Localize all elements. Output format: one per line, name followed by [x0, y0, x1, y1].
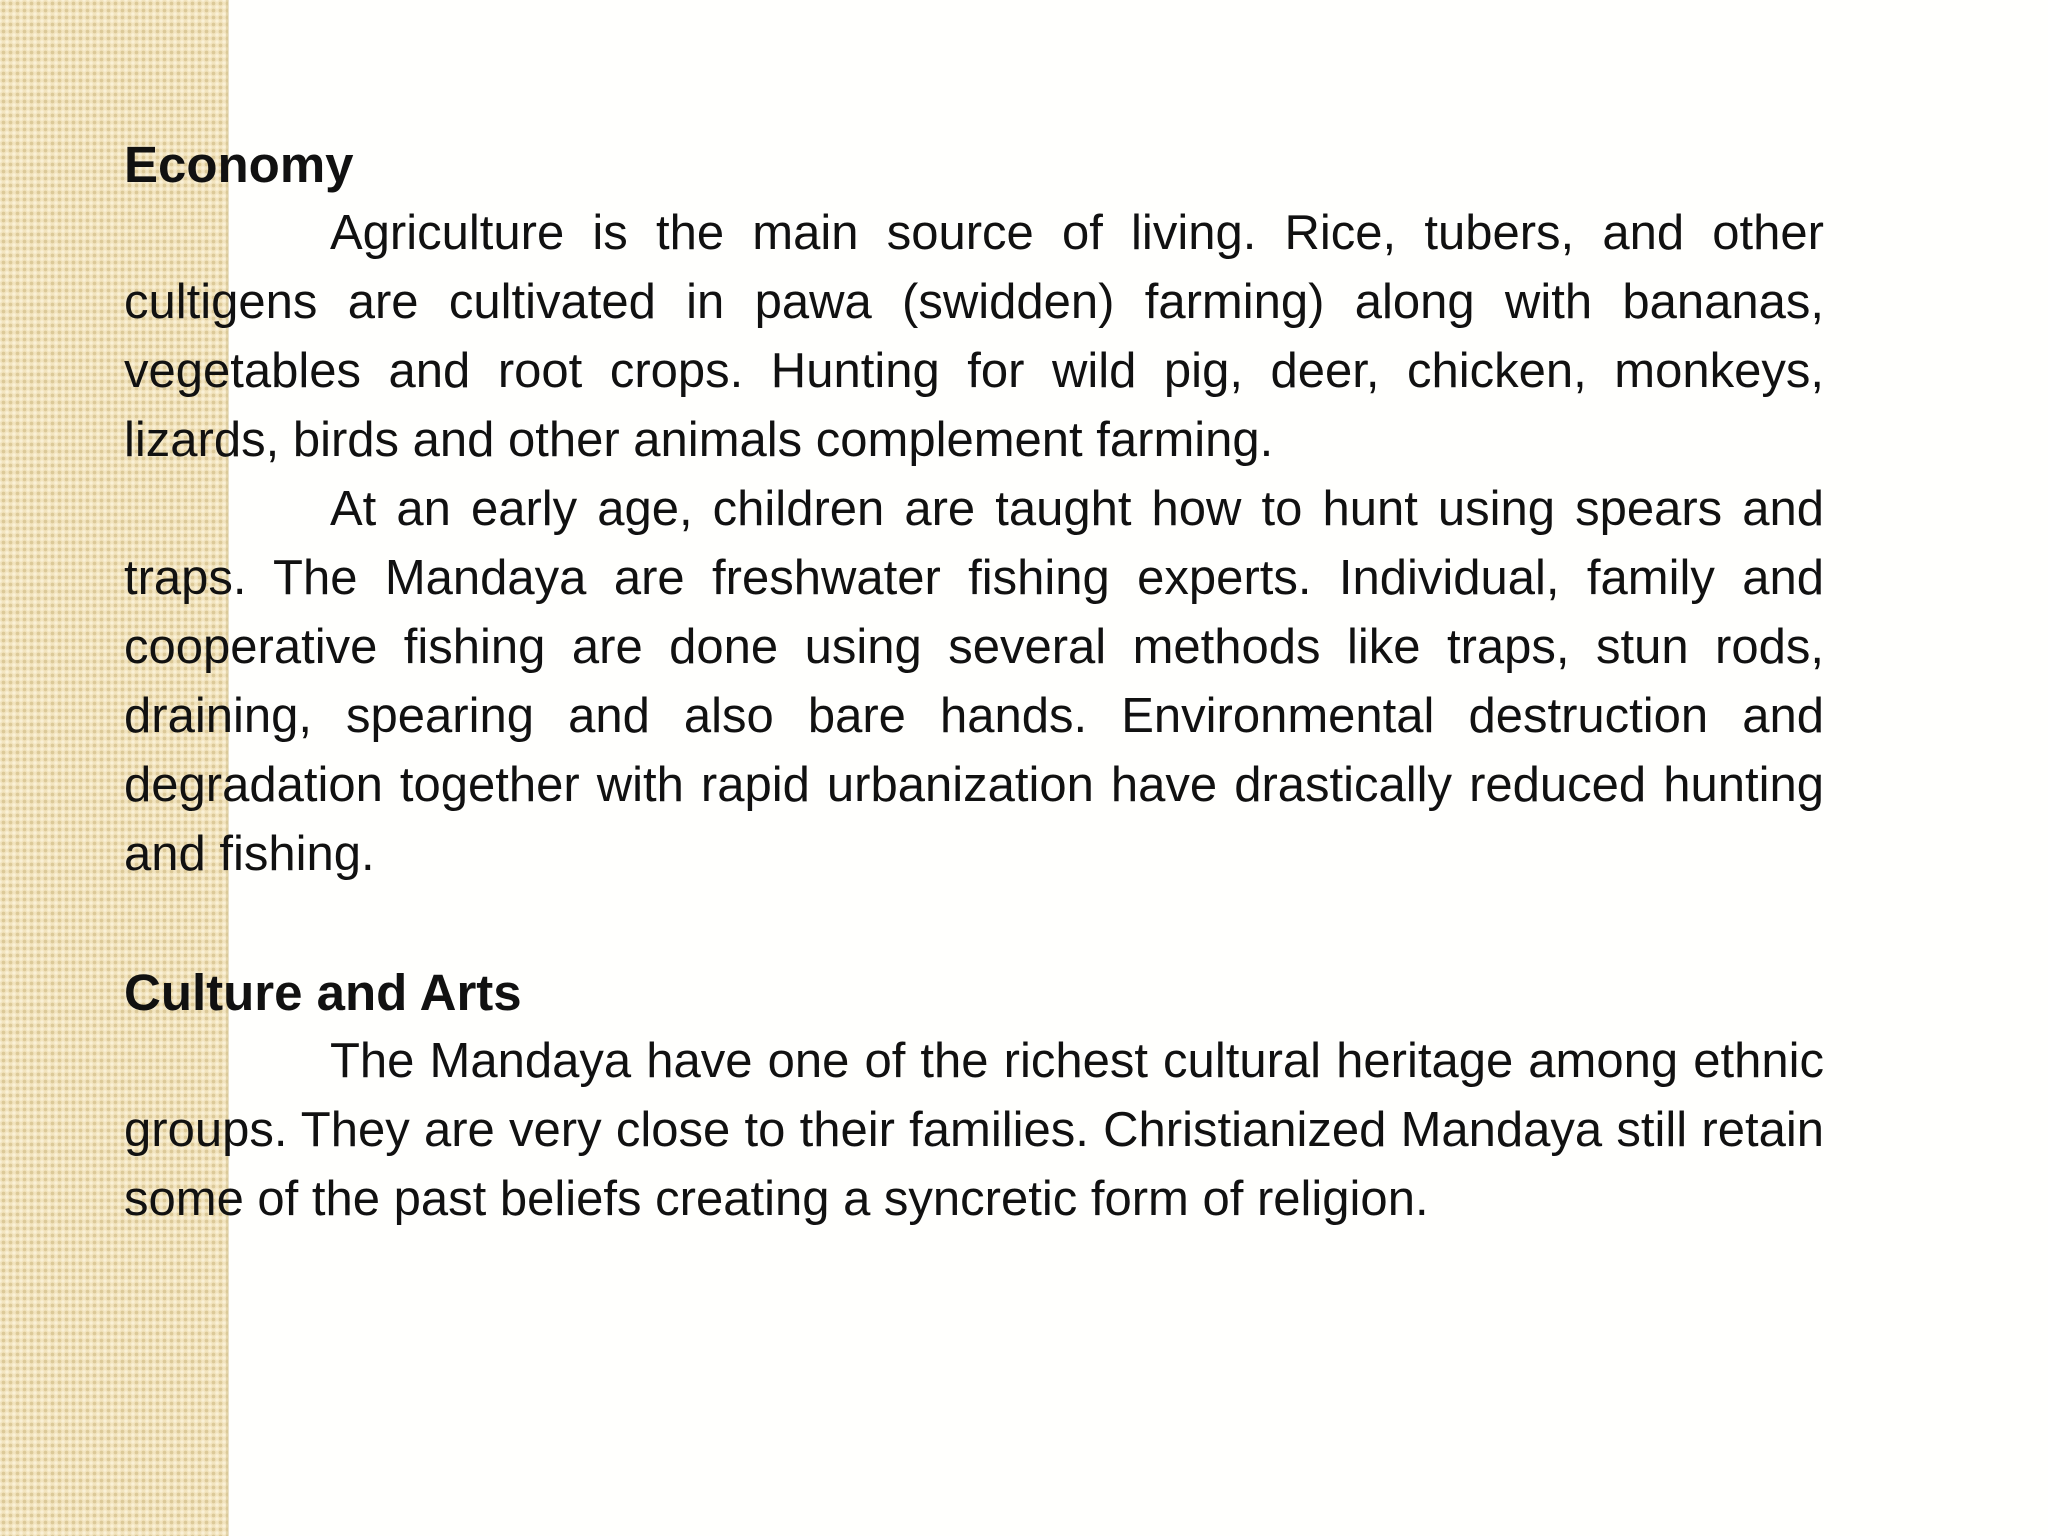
economy-paragraph-agriculture: Agriculture is the main source of living. Rice, tubers, and other cultigens are cultivated in pawa (swidden) farming) along with bananas, vegetables and root crops. Hunting for wild pig, deer, chicken, monkeys, lizards, birds and other animals complement farming.	[124, 206, 1824, 467]
economy-heading: Economy	[124, 136, 354, 193]
economy-paragraph-hunting-fishing: At an early age, children are taught how to hunt using spears and traps. The Mandaya are freshwater fishing experts. Individual, family and cooperative fishing are done using several methods like traps, stun rods, draining, spearing and also bare hands. Environmental destruction and degradation together with rapid urbanization have drastically reduced hunting and fishing.	[124, 482, 1824, 881]
culture-arts-paragraph: The Mandaya have one of the richest cultural heritage among ethnic groups. They are very close to their families. Christianized Mandaya still retain some of the past beliefs creating a syncretic form of religion.	[124, 1034, 1824, 1226]
section-spacer	[124, 889, 1824, 958]
slide-body	[124, 130, 1824, 1234]
culture-arts-heading: Culture and Arts	[124, 964, 522, 1021]
